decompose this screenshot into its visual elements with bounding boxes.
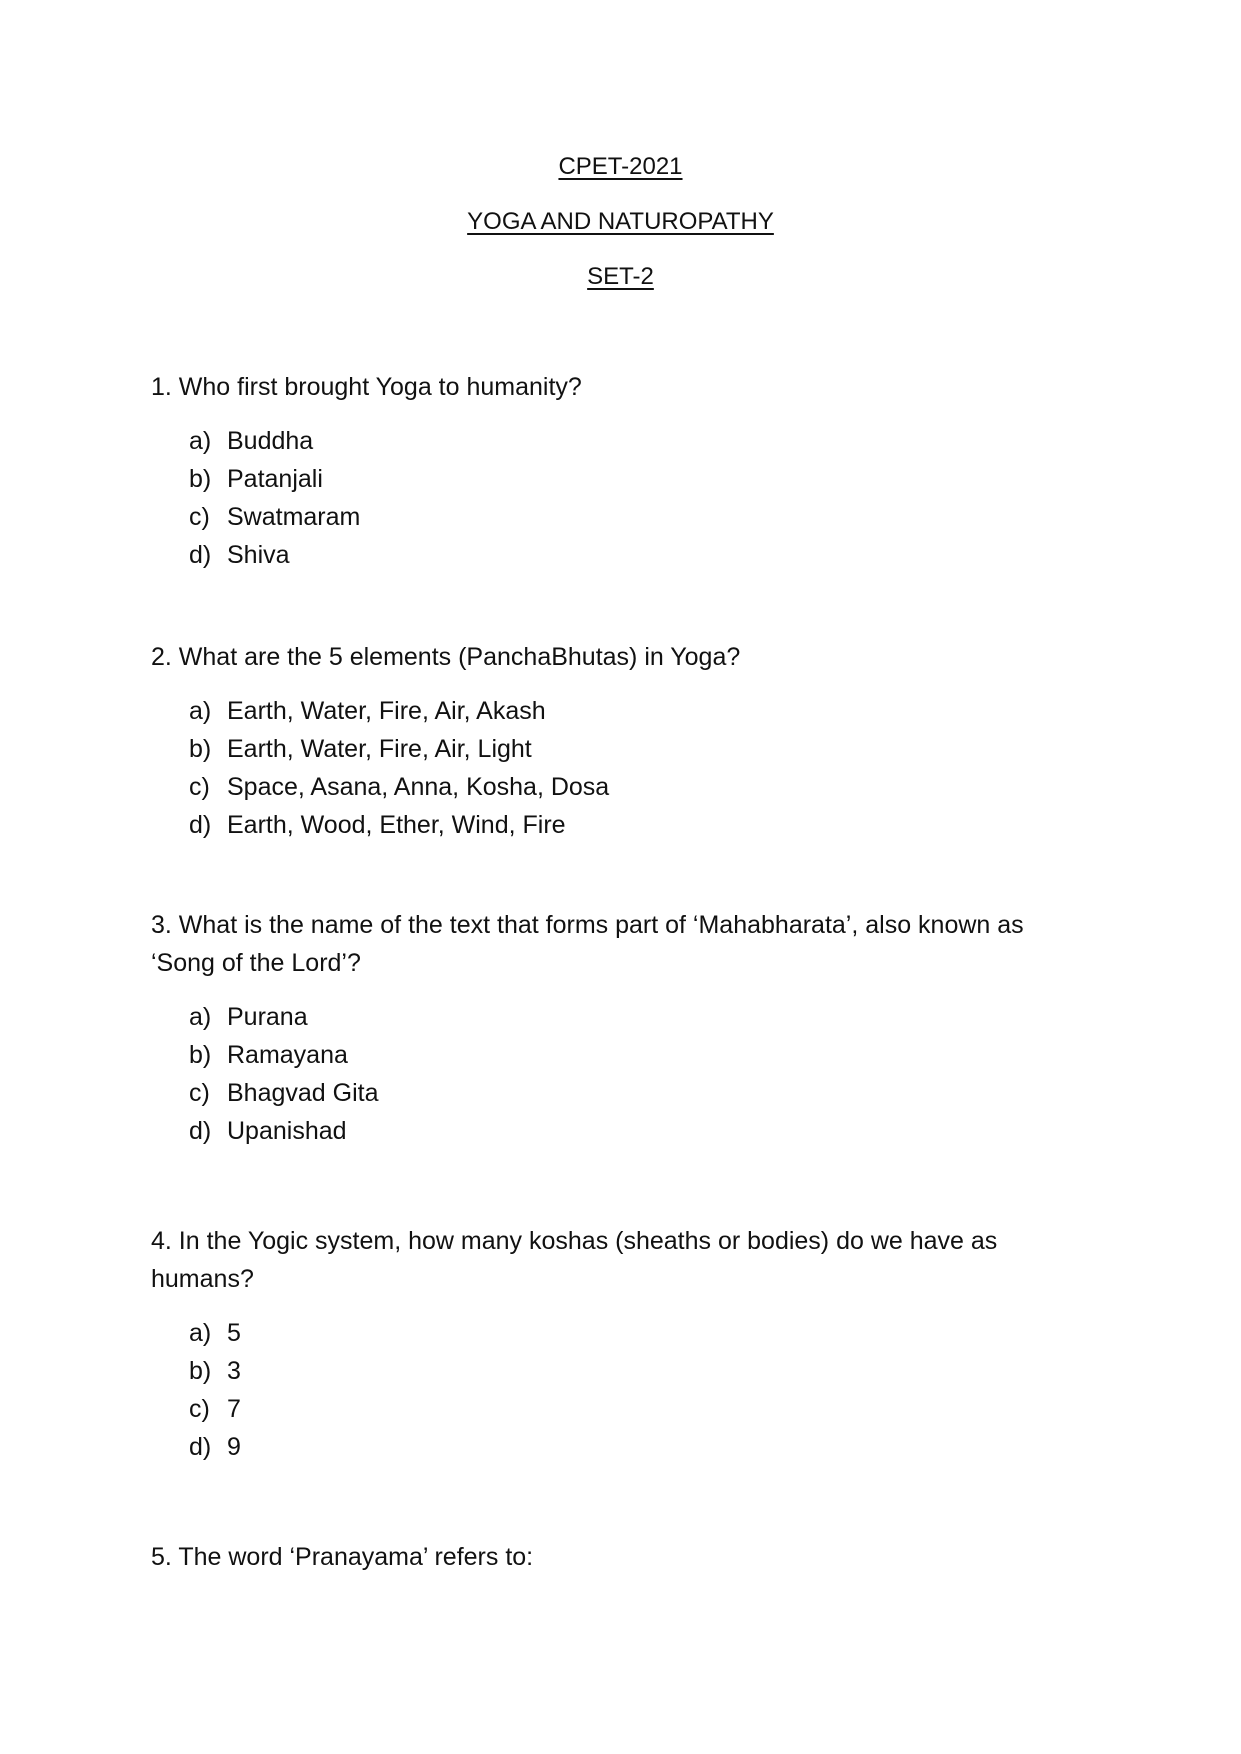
option-a	[189, 998, 1091, 1036]
option-a	[189, 1314, 1091, 1352]
option-text: Shiva	[227, 541, 290, 569]
option-letter: a)	[189, 427, 212, 455]
set-number: SET-2	[587, 263, 654, 290]
option-c	[189, 768, 1091, 806]
option-d	[189, 1428, 1091, 1466]
question-text: 2. What are the 5 elements (PanchaBhutas) in Yoga?	[151, 643, 741, 671]
option-c	[189, 498, 1091, 536]
option-b	[189, 1352, 1091, 1390]
option-text: 3	[227, 1357, 241, 1385]
question-4	[151, 1222, 1091, 1466]
option-letter: b)	[189, 1041, 212, 1069]
option-text: 9	[227, 1433, 241, 1461]
option-letter: c)	[189, 1395, 210, 1423]
option-letter: b)	[189, 735, 212, 763]
option-text: Swatmaram	[227, 503, 361, 531]
option-letter: c)	[189, 773, 210, 801]
option-b	[189, 1036, 1091, 1074]
option-letter: b)	[189, 465, 212, 493]
exam-title: CPET-2021	[558, 153, 683, 180]
option-a	[189, 422, 1091, 460]
option-c	[189, 1390, 1091, 1428]
option-letter: c)	[189, 503, 210, 531]
option-letter: d)	[189, 1433, 212, 1461]
option-text: Buddha	[227, 427, 314, 455]
option-text: Purana	[227, 1003, 308, 1031]
option-text: Bhagvad Gita	[227, 1079, 379, 1107]
option-text: Earth, Wood, Ether, Wind, Fire	[227, 811, 566, 839]
option-letter: a)	[189, 697, 212, 725]
subject-title: YOGA AND NATUROPATHY	[467, 208, 774, 235]
option-d	[189, 806, 1091, 844]
option-d	[189, 536, 1091, 574]
question-text: 4. In the Yogic system, how many koshas (sheaths or bodies) do we have as humans?	[151, 1227, 998, 1293]
question-3	[151, 906, 1091, 1150]
option-letter: d)	[189, 1117, 212, 1145]
question-text: 5. The word ‘Pranayama’ refers to:	[151, 1543, 534, 1571]
question-1	[151, 368, 1091, 574]
question-2	[151, 638, 1091, 844]
option-b	[189, 730, 1091, 768]
option-letter: a)	[189, 1319, 212, 1347]
option-text: 7	[227, 1395, 241, 1423]
option-list	[151, 1314, 1091, 1466]
option-text: Space, Asana, Anna, Kosha, Dosa	[227, 773, 610, 801]
option-a	[189, 692, 1091, 730]
option-d	[189, 1112, 1091, 1150]
option-letter: b)	[189, 1357, 212, 1385]
question-text: 3. What is the name of the text that forms part of ‘Mahabharata’, also known as ‘Song of the Lord’?	[151, 911, 1024, 977]
option-text: Patanjali	[227, 465, 323, 493]
option-text: Upanishad	[227, 1117, 347, 1145]
option-letter: a)	[189, 1003, 212, 1031]
option-list	[151, 998, 1091, 1150]
question-text: 1. Who first brought Yoga to humanity?	[151, 373, 582, 401]
option-list	[151, 692, 1091, 844]
option-c	[189, 1074, 1091, 1112]
option-b	[189, 460, 1091, 498]
question-5	[151, 1538, 1091, 1576]
option-letter: d)	[189, 541, 212, 569]
option-list	[151, 422, 1091, 574]
option-text: Earth, Water, Fire, Air, Light	[227, 735, 532, 763]
option-text: Ramayana	[227, 1041, 348, 1069]
option-letter: d)	[189, 811, 212, 839]
option-text: Earth, Water, Fire, Air, Akash	[227, 697, 546, 725]
option-letter: c)	[189, 1079, 210, 1107]
option-text: 5	[227, 1319, 241, 1347]
